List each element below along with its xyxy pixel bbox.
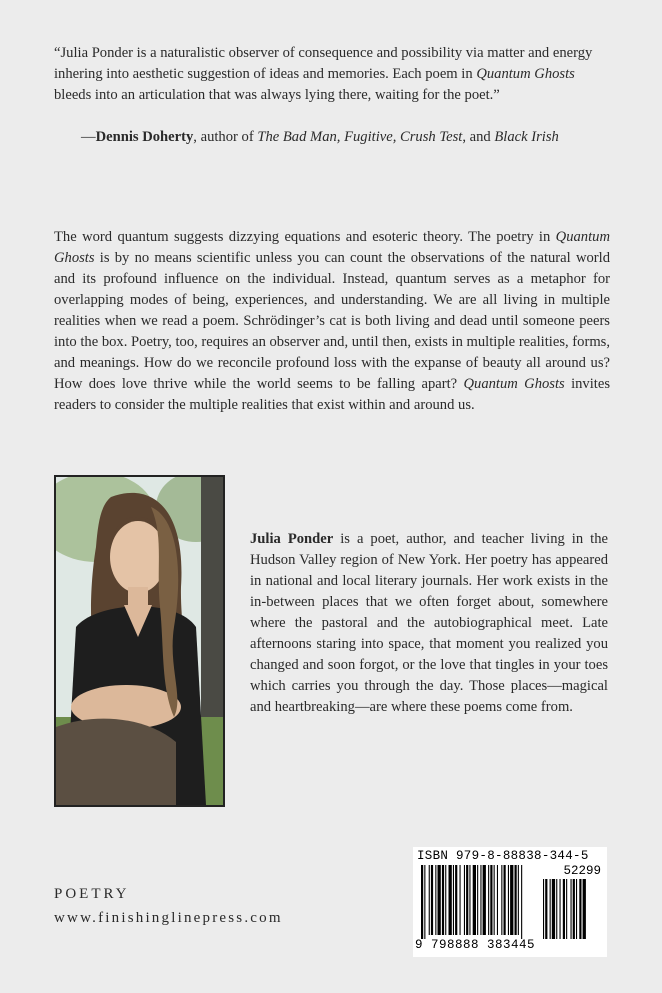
barcode-bar xyxy=(466,865,468,935)
book-title: Quantum Ghosts xyxy=(54,229,610,266)
barcode-bar xyxy=(469,865,470,935)
barcode-bar xyxy=(453,865,454,935)
barcode-bar xyxy=(515,865,517,935)
barcode-bar xyxy=(521,865,522,939)
author-portrait-illustration xyxy=(56,477,223,805)
isbn-label: ISBN 979-8-88838-344-5 xyxy=(417,849,589,863)
barcode-bar xyxy=(460,865,461,935)
barcode-bar xyxy=(449,865,452,935)
barcode-bar xyxy=(445,865,446,935)
endorser-book-last: Black Irish xyxy=(494,129,559,145)
barcode-bar xyxy=(464,865,465,935)
barcode-addon-bar xyxy=(576,879,577,939)
book-title: Quantum Ghosts xyxy=(476,66,575,82)
endorsement-quote xyxy=(54,43,610,106)
barcode-bar xyxy=(435,865,436,935)
publisher-info xyxy=(54,882,283,930)
endorsement-attribution: —Dennis Doherty, author of The Bad Man, Fugitive, Crush Test, and Black Irish xyxy=(81,129,559,145)
bio-text: is a poet, author, and teacher living in the Hudson Valley region of New York. Her poetry has appeared in national and local literary journals. Her work exists in the in-between places that we often forget about, somewhere where the pastoral and the autobiographical meet. Late afternoons staring into space, that moment you realized you changed and soon forgot, or the love that tingles in your toes which carries you through the day. Those places—magical and heartbreaking—are where these poems come from. xyxy=(250,531,608,715)
barcode-addon-bar xyxy=(545,879,547,939)
barcode-bar xyxy=(477,865,478,935)
publisher-website-link[interactable]: www.finishinglinepress.com xyxy=(54,910,283,926)
barcode-bar xyxy=(494,865,495,935)
barcode-addon-bar xyxy=(550,879,551,939)
quote-text-end: bleeds into an articulation that was always lying there, waiting for the poet.” xyxy=(54,87,500,103)
barcode-bar xyxy=(483,865,486,935)
barcode-bar xyxy=(510,865,513,935)
barcode-bar xyxy=(518,865,519,935)
barcode-addon-bar xyxy=(560,879,561,939)
barcode-bar xyxy=(455,865,457,935)
barcode-bar xyxy=(501,865,502,935)
author-photo xyxy=(54,475,225,807)
barcode-digits: 9 798888 383445 xyxy=(415,938,536,952)
barcode-addon-bar xyxy=(579,879,581,939)
barcode-bar xyxy=(473,865,476,935)
barcode-bar xyxy=(480,865,481,935)
price-code: 52299 xyxy=(563,864,601,878)
barcode-bar xyxy=(504,865,506,935)
barcode-addon-bar xyxy=(583,879,586,939)
barcode-bar xyxy=(442,865,444,935)
barcode-bar xyxy=(424,865,425,939)
isbn-barcode xyxy=(413,847,607,957)
barcode-bar xyxy=(497,865,498,935)
endorser-books: The Bad Man, Fugitive, Crush Test xyxy=(257,129,463,145)
endorser-name: Dennis Doherty xyxy=(95,129,194,145)
barcode-addon-bar xyxy=(543,879,544,939)
genre-label: POETRY xyxy=(54,886,130,902)
book-title: Quantum Ghosts xyxy=(463,376,565,392)
author-name: Julia Ponder xyxy=(250,531,334,547)
barcode-addon-bar xyxy=(556,879,557,939)
barcode-bar xyxy=(508,865,509,935)
barcode-addon-bar xyxy=(563,879,565,939)
barcode-bar xyxy=(421,865,423,939)
author-bio xyxy=(250,529,608,718)
barcode-addon-bar xyxy=(571,879,572,939)
book-description: The word quantum suggests dizzying equations and esoteric theory. The poetry in Quantum Ghosts is by no means scientific unless you can count the observations of the natural world and its profound influence on the individual. Instead, quantum serves as a metaphor for overlapping modes of being, experiences, and understanding. We are all living in multiple realities when we read a poem. Schrödinger’s cat is both living and dead until someone peers into the box. Poetry, too, requires an observer and, until then, exists in multiple realities, forms, and meanings. How do we reconcile profound loss with the expanse of beauty all around us? How does love thrive while the world seems to be falling apart? Quantum Ghosts invites readers to consider the multiple realities that exist within and around us. xyxy=(54,229,610,413)
barcode-addon-bar xyxy=(566,879,567,939)
quote-text: “Julia Ponder is a naturalistic observer of consequence and possibility via matter and energy inhering into aesthetic suggestion of ideas and memories. Each poem in xyxy=(54,45,593,82)
barcode-addon-bar xyxy=(552,879,555,939)
barcode-bar xyxy=(429,865,430,935)
barcode-bar xyxy=(490,865,492,935)
barcode-bar xyxy=(431,865,433,935)
barcode-bars-icon xyxy=(421,865,599,939)
barcode-addon-bar xyxy=(573,879,575,939)
barcode-bar xyxy=(488,865,489,935)
barcode-bar xyxy=(438,865,441,935)
